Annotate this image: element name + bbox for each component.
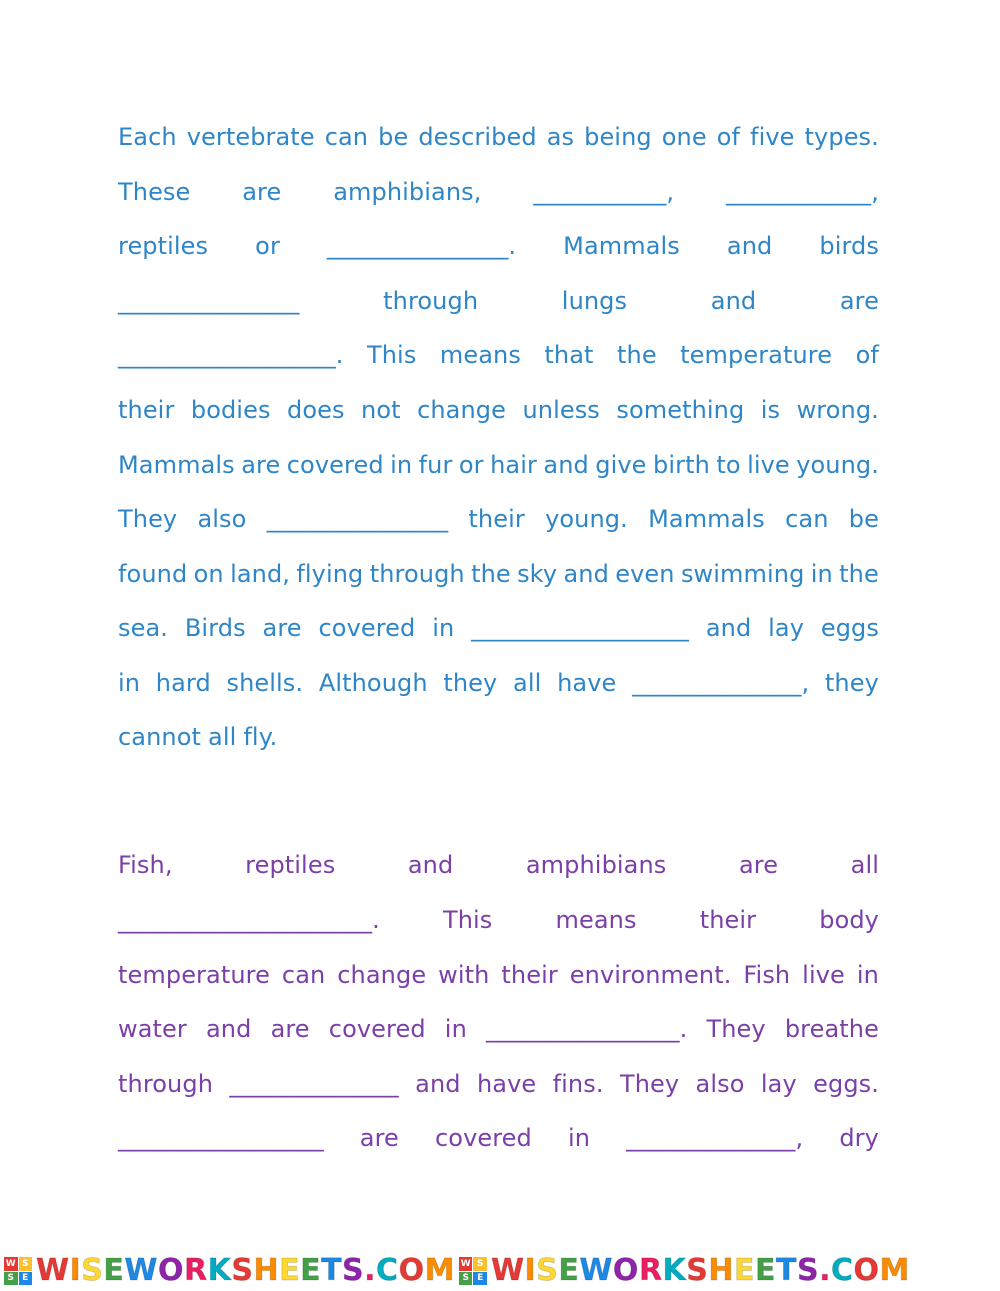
word: swimming <box>680 560 805 588</box>
word: cannot <box>118 723 202 751</box>
word: are <box>262 614 302 642</box>
word: to <box>716 451 741 479</box>
word: can <box>324 123 369 151</box>
word: in <box>856 961 879 989</box>
word: This <box>366 341 417 369</box>
text-line <box>118 850 879 880</box>
word: dry <box>839 1124 879 1152</box>
word: lungs <box>561 287 628 315</box>
word: Mammals <box>648 505 765 533</box>
word: young. <box>545 505 628 533</box>
word: and <box>415 1070 461 1098</box>
word: environment. <box>569 961 732 989</box>
word: also <box>197 505 247 533</box>
word: through <box>118 1070 214 1098</box>
word: being <box>584 123 652 151</box>
word: fur <box>418 451 453 479</box>
brand-watermark-1 <box>4 1254 455 1288</box>
word: lay <box>768 614 805 642</box>
word: wrong. <box>796 396 879 424</box>
word: found <box>118 560 188 588</box>
word: are <box>359 1124 399 1152</box>
wiseworksheets-logo-icon: W S S E <box>459 1257 487 1285</box>
word: have <box>476 1070 537 1098</box>
word: their <box>468 505 525 533</box>
word: also <box>695 1070 745 1098</box>
blank-answer: _______________ <box>266 505 449 533</box>
word: Although <box>318 669 428 697</box>
blank-answer: ______________, <box>626 1124 804 1152</box>
word: types. <box>804 123 879 151</box>
text-line <box>118 722 879 752</box>
wiseworksheets-logo-icon: W S S E <box>4 1257 32 1285</box>
word: body <box>819 906 879 934</box>
word: are <box>839 287 879 315</box>
word: eggs. <box>813 1070 879 1098</box>
word: the <box>471 560 511 588</box>
word: temperature <box>118 961 270 989</box>
word: young. <box>796 451 879 479</box>
word: the <box>617 341 657 369</box>
word: even <box>615 560 675 588</box>
word: birds <box>819 232 879 260</box>
word: in <box>444 1015 467 1043</box>
word: unless <box>522 396 600 424</box>
word: in <box>432 614 455 642</box>
word: They <box>706 1015 766 1043</box>
word: Mammals <box>118 451 235 479</box>
word: not <box>361 396 401 424</box>
blank-answer: _______________ <box>118 287 300 315</box>
word: Birds <box>184 614 246 642</box>
word: change <box>337 961 427 989</box>
word: eggs <box>820 614 879 642</box>
text-line <box>118 231 879 261</box>
word: Fish <box>743 961 791 989</box>
word: have <box>557 669 617 697</box>
word: all <box>513 669 542 697</box>
word: amphibians <box>525 851 667 879</box>
text-line <box>118 905 879 935</box>
word: in <box>567 1124 591 1152</box>
word: their <box>118 396 175 424</box>
blank-answer: ________________. <box>486 1015 688 1043</box>
text-line <box>118 559 879 589</box>
word: change <box>417 396 507 424</box>
word: breathe <box>784 1015 879 1043</box>
word: Each <box>118 123 177 151</box>
word: be <box>848 505 879 533</box>
word: Fish, <box>118 851 173 879</box>
word: one <box>661 123 707 151</box>
text-line <box>118 1069 879 1099</box>
word: covered <box>434 1124 532 1152</box>
word: and <box>563 560 609 588</box>
blank-answer: __________________ <box>471 614 689 642</box>
word: or <box>458 451 484 479</box>
word: through <box>383 287 479 315</box>
word: are <box>738 851 779 879</box>
word: described <box>418 123 537 151</box>
word: their <box>501 961 558 989</box>
word: fins. <box>552 1070 604 1098</box>
word: they <box>824 669 879 697</box>
text-line <box>118 668 879 698</box>
word: hair <box>490 451 537 479</box>
word: Mammals <box>563 232 680 260</box>
word: something <box>616 396 745 424</box>
word: can <box>281 961 326 989</box>
word: and <box>543 451 589 479</box>
blank-answer: ______________, <box>632 669 810 697</box>
word: reptiles <box>118 232 209 260</box>
word: all <box>850 851 879 879</box>
word: lay <box>760 1070 797 1098</box>
brand-text: WISEWORKSHEETS.COM <box>36 1253 455 1288</box>
word: through <box>369 560 465 588</box>
word: covered <box>328 1015 426 1043</box>
word: and <box>726 232 773 260</box>
word: of <box>716 123 741 151</box>
word: they <box>443 669 498 697</box>
word: hard <box>155 669 211 697</box>
text-line <box>118 960 879 990</box>
word: live <box>802 961 845 989</box>
blank-answer: __________________. <box>118 341 344 369</box>
word: amphibians, <box>333 178 482 206</box>
word: covered <box>286 451 384 479</box>
word: give <box>595 451 647 479</box>
text-line <box>118 122 879 152</box>
word: in <box>390 451 413 479</box>
word: temperature <box>680 341 833 369</box>
word: They <box>118 505 178 533</box>
word: flying <box>296 560 364 588</box>
word: This <box>442 906 493 934</box>
word: means <box>439 341 521 369</box>
text-line <box>118 395 879 425</box>
word: that <box>544 341 594 369</box>
word: They <box>619 1070 680 1098</box>
footer-watermark <box>0 1254 1000 1288</box>
word: vertebrate <box>186 123 315 151</box>
text-line <box>118 504 879 534</box>
word: are <box>241 451 281 479</box>
text-line <box>118 286 879 316</box>
blank-answer: ___________, <box>533 178 675 206</box>
word: shells. <box>226 669 304 697</box>
blank-answer: _____________________. <box>118 906 380 934</box>
word: covered <box>318 614 416 642</box>
word: is <box>760 396 781 424</box>
word: and <box>705 614 752 642</box>
word: can <box>785 505 829 533</box>
word: of <box>855 341 879 369</box>
word: are <box>242 178 282 206</box>
word: water <box>118 1015 187 1043</box>
text-line <box>118 340 879 370</box>
word: in <box>118 669 141 697</box>
text-line <box>118 450 879 480</box>
word: bodies <box>190 396 271 424</box>
blank-answer: ____________, <box>726 178 879 206</box>
word: birth <box>653 451 710 479</box>
word: does <box>287 396 345 424</box>
blank-answer: _______________. <box>326 232 517 260</box>
text-line <box>118 177 879 207</box>
word: sky <box>517 560 558 588</box>
word: in <box>810 560 833 588</box>
word: all <box>208 723 237 751</box>
word: fly. <box>243 723 278 751</box>
brand-text: WISEWORKSHEETS.COM <box>490 1253 910 1288</box>
word: and <box>710 287 757 315</box>
word: These <box>118 178 191 206</box>
blank-answer: _________________ <box>118 1124 324 1152</box>
word: as <box>546 123 575 151</box>
word: their <box>699 906 757 934</box>
word: means <box>555 906 637 934</box>
word: on <box>193 560 224 588</box>
word: live <box>747 451 790 479</box>
text-line <box>118 1123 879 1153</box>
word: the <box>839 560 879 588</box>
word: sea. <box>118 614 169 642</box>
brand-watermark-2 <box>459 1254 910 1288</box>
text-line <box>118 613 879 643</box>
blank-answer: ______________ <box>229 1070 399 1098</box>
word: reptiles <box>245 851 336 879</box>
word: land, <box>230 560 291 588</box>
word: and <box>407 851 454 879</box>
word: are <box>270 1015 310 1043</box>
word: with <box>438 961 490 989</box>
word: be <box>378 123 409 151</box>
word: five <box>750 123 795 151</box>
text-line <box>118 1014 879 1044</box>
word: or <box>255 232 280 260</box>
word: and <box>206 1015 252 1043</box>
